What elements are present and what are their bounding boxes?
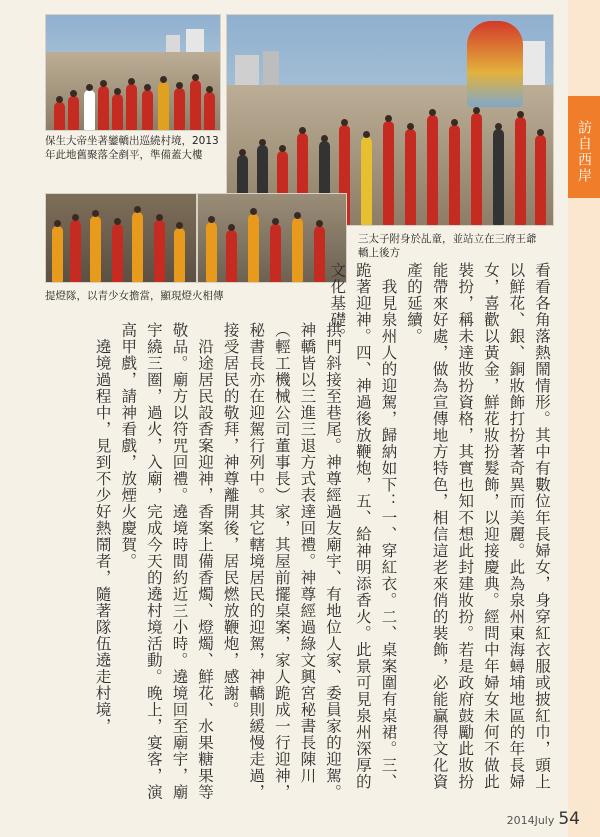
photo-lantern-girls-1	[45, 193, 197, 283]
page-number: 54	[558, 809, 580, 829]
caption-photo-palanquin: 三太子附身於乩童，並站立在三府王爺轎上後方	[358, 233, 537, 259]
side-section-tab	[568, 0, 600, 837]
article-body-right: 看看各角落熱鬧情形。其中有數位年長婦女，身穿紅衣服或披紅巾，頭上以鮮花、銀、銅妝飾打扮著奇異而美麗。此為泉州東海蟳埔地區的年長婦女，喜歡以黃金，鮮花妝扮髮飾，以迎接慶典。經問中年婦女未何不做此裝扮，稱未達妝扮資格，其實也知不想此封建妝扮。若是政府鼓勵此妝扮能帶來好處，做為宣傳地方特色，相信這老來俏的裝飾，必能贏得文化資產的延續。 我見泉州人的迎駕，歸納如下：一、穿紅衣。二、桌案圍有桌裙。三、跪著迎神。四、神過後放鞭炮，五、給神明添香火。此景可見泉州深厚的文化基礎。	[328, 262, 551, 790]
article-body-left: 拱門斜接至巷尾。神尊經過友廟宇、有地位人家、委員家的迎駕。神轎皆以三進三退方式表達回禮。神尊經過綠文興宮秘書長陳川（輕工機械公司董事長）家，其屋前擺桌案，家人跪成一行迎神，秘書長亦在迎駕行列中。其它轄境居民的迎駕，神轎則緩慢走過，接受居民的敬拜，神尊離開後，居民燃放鞭炮，感謝。 沿途居民設香案迎神，香案上備香燭、燈燭、鮮花、水果糖果等敬品。廟方以符咒回禮。遶境時間約近三小時。遶境回至廟宇，廟宇繞三圈，過火，入廟，完成今天的遶村境活動。晚上，宴客，演高甲戲，請神看戲，放煙火慶賀。 遶境過程中，見到不少好熱鬧者，隨著隊伍遶走村境，	[93, 322, 342, 801]
caption-photo-procession-ruins: 保生大帝坐著鑾轎出巡繞村境，2013 年此地舊聚落全剷平，準備蓋大樓	[45, 135, 219, 161]
page-footer	[507, 809, 580, 829]
issue-label: 2014July	[506, 814, 555, 827]
photo-procession-ruins	[45, 14, 221, 131]
caption-lantern-photos: 提燈隊，以青少女擔當，顯現燈火相傳	[45, 290, 224, 302]
section-tab-label: 訪自西岸	[576, 120, 592, 184]
